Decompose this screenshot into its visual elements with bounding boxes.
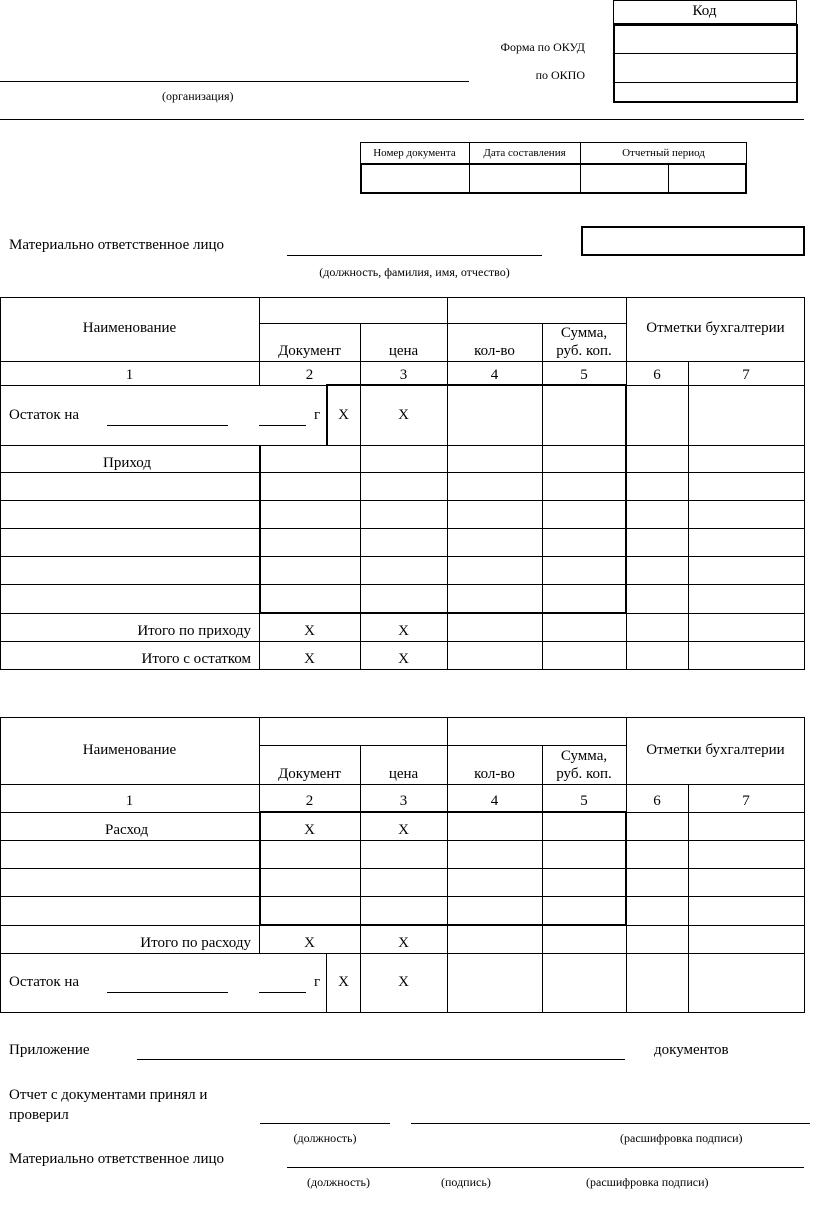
price-header-2: цена xyxy=(388,766,419,782)
sum-header-2-line2: руб. коп. xyxy=(556,766,612,782)
closing-year-suffix: г xyxy=(314,974,321,990)
total-with-balance-label: Итого с остатком xyxy=(141,651,251,667)
closing-x-2: X xyxy=(398,974,409,990)
accepted-decode-caption: (расшифровка подписи) xyxy=(620,1131,743,1145)
col-num-5: 5 xyxy=(580,367,588,383)
responsible-label: Материально ответственное лицо xyxy=(9,237,225,253)
income-total-x-1: X xyxy=(304,623,315,639)
name-header-2: Наименование xyxy=(82,742,177,758)
closing-balance-label: Остаток на xyxy=(9,974,80,990)
col2-num-3: 3 xyxy=(399,793,408,809)
col-num-4: 4 xyxy=(490,367,499,383)
qty-header: кол-во xyxy=(474,343,515,359)
period-to-cell[interactable] xyxy=(670,166,745,192)
expense-section-label: Расход xyxy=(105,822,149,838)
col2-num-5: 5 xyxy=(580,793,588,809)
qty-header-2: кол-во xyxy=(474,766,515,782)
document-header: Документ xyxy=(278,343,341,359)
footer-position-caption: (должность) xyxy=(307,1175,370,1189)
expense-x-2: X xyxy=(398,822,409,838)
name-header: Наименование xyxy=(82,320,177,336)
doc-period-header: Отчетный период xyxy=(622,147,705,159)
code-label: Код xyxy=(692,3,717,19)
closing-year-line[interactable] xyxy=(259,992,306,993)
total-with-balance-x-1: X xyxy=(304,651,315,667)
responsible-caption: (должность, фамилия, имя, отчество) xyxy=(319,265,510,279)
doc-number-cell[interactable] xyxy=(362,166,468,192)
opening-x-1: X xyxy=(338,407,349,423)
income-total-label: Итого по приходу xyxy=(137,623,251,639)
expense-x-1: X xyxy=(304,822,315,838)
okud-label: Форма по ОКУД xyxy=(500,40,585,54)
doc-number-header: Номер документа xyxy=(373,147,456,159)
documents-label: документов xyxy=(654,1042,729,1058)
opening-x-2: X xyxy=(398,407,409,423)
doc-date-cell[interactable] xyxy=(471,166,579,192)
period-from-cell[interactable] xyxy=(582,166,667,192)
col2-num-2: 2 xyxy=(305,793,314,809)
closing-date-line[interactable] xyxy=(107,992,228,993)
marks-header-2: Отметки бухгалтерии xyxy=(646,742,785,758)
organization-caption: (организация) xyxy=(162,89,234,103)
header-divider xyxy=(0,119,804,120)
responsible-line[interactable] xyxy=(287,255,542,256)
sum-header-line2: руб. коп. xyxy=(556,343,612,359)
responsible-code-box[interactable] xyxy=(581,226,805,256)
col-num-6: 6 xyxy=(653,367,661,383)
price-header: цена xyxy=(388,343,419,359)
opening-year-suffix: г xyxy=(314,407,321,423)
attachment-label: Приложение xyxy=(9,1042,90,1058)
accepted-signature-line[interactable] xyxy=(411,1123,810,1124)
attachment-line[interactable] xyxy=(137,1059,625,1060)
document-header-2: Документ xyxy=(278,766,341,782)
col-num-7: 7 xyxy=(742,367,750,383)
col2-num-1: 1 xyxy=(125,793,134,809)
col-num-2: 2 xyxy=(305,367,314,383)
sum-header-2-line1: Сумма, xyxy=(560,748,608,764)
footer-responsible-line[interactable] xyxy=(287,1167,804,1168)
accepted-position-caption: (должность) xyxy=(293,1131,357,1145)
okpo-label: по ОКПО xyxy=(535,68,585,82)
accepted-position-line[interactable] xyxy=(260,1123,390,1124)
opening-balance-label: Остаток на xyxy=(9,407,80,423)
accepted-label-line2: проверил xyxy=(9,1107,69,1123)
col2-num-4: 4 xyxy=(490,793,499,809)
marks-header: Отметки бухгалтерии xyxy=(646,320,785,336)
footer-decode-caption: (расшифровка подписи) xyxy=(586,1175,709,1189)
col-num-3: 3 xyxy=(399,367,408,383)
organization-line[interactable] xyxy=(0,81,469,82)
sum-header-line1: Сумма, xyxy=(560,325,608,341)
opening-year-line[interactable] xyxy=(259,425,306,426)
footer-responsible-label: Материально ответственное лицо xyxy=(9,1151,225,1167)
doc-date-header: Дата составления xyxy=(483,147,566,159)
expense-total-label: Итого по расходу xyxy=(140,935,251,951)
income-total-x-2: X xyxy=(398,623,409,639)
closing-x-1: X xyxy=(338,974,349,990)
col-num-1: 1 xyxy=(125,367,134,383)
footer-signature-caption: (подпись) xyxy=(441,1175,491,1189)
expense-total-x-1: X xyxy=(304,935,315,951)
col2-num-6: 6 xyxy=(653,793,661,809)
accepted-label-line1: Отчет с документами принял и xyxy=(9,1087,208,1103)
expense-total-x-2: X xyxy=(398,935,409,951)
income-section-label: Приход xyxy=(103,455,151,471)
col2-num-7: 7 xyxy=(742,793,750,809)
total-with-balance-x-2: X xyxy=(398,651,409,667)
opening-date-line[interactable] xyxy=(107,425,228,426)
